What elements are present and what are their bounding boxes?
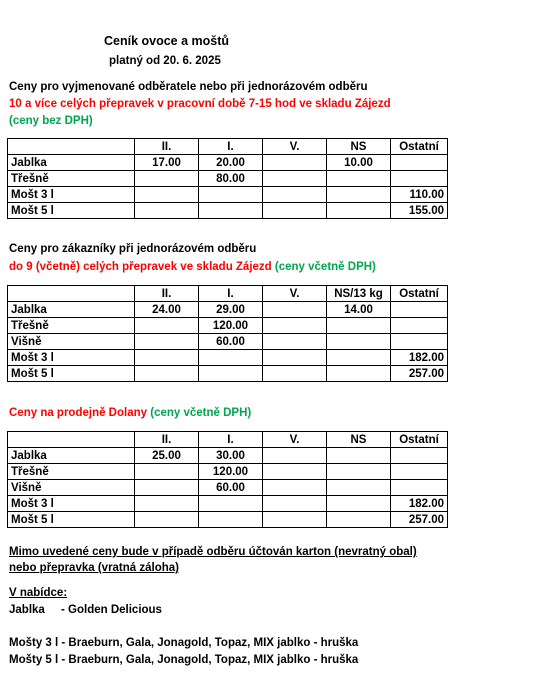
price-cell	[263, 512, 327, 528]
section1-condition: 10 a více celých přepravek v pracovní době 7-15 hod ve skladu Zájezd	[9, 98, 391, 110]
price-cell: 257.00	[391, 366, 448, 382]
section3-heading: Ceny na prodejně Dolany	[9, 407, 148, 419]
price-cell: 17.00	[135, 155, 199, 171]
price-cell	[263, 203, 327, 219]
column-header: NS	[327, 139, 391, 155]
price-cell	[327, 187, 391, 203]
offer-heading: V nabídce:	[9, 587, 68, 599]
offer-must-5l: Mošty 5 l - Braeburn, Gala, Jonagold, Topaz, MIX jablko - hruška	[9, 654, 359, 666]
price-cell	[135, 480, 199, 496]
product-name-cell: Třešně	[8, 171, 135, 187]
price-cell	[391, 171, 448, 187]
column-header: II.	[135, 139, 199, 155]
price-cell	[263, 350, 327, 366]
price-cell	[199, 350, 263, 366]
table-header-row	[8, 432, 448, 448]
valid-from-date: platný od 20. 6. 2025	[109, 55, 221, 67]
price-cell	[263, 334, 327, 350]
table-row	[8, 366, 448, 382]
section3-heading-line	[9, 406, 251, 420]
product-name-cell: Mošt 5 l	[8, 366, 135, 382]
price-cell: 60.00	[199, 334, 263, 350]
price-cell	[263, 480, 327, 496]
price-cell	[327, 334, 391, 350]
table-row	[8, 171, 448, 187]
price-cell	[135, 350, 199, 366]
price-cell: 25.00	[135, 448, 199, 464]
section1-heading: Ceny pro vyjmenované odběratele nebo při jednorázovém odběru	[9, 81, 368, 93]
price-cell	[263, 496, 327, 512]
price-cell	[199, 512, 263, 528]
price-cell	[135, 318, 199, 334]
price-cell	[135, 496, 199, 512]
price-cell	[135, 464, 199, 480]
price-cell: 29.00	[199, 302, 263, 318]
price-cell	[135, 334, 199, 350]
price-cell: 10.00	[327, 155, 391, 171]
price-cell	[263, 187, 327, 203]
product-name-cell: Mošt 3 l	[8, 187, 135, 203]
page-title: Ceník ovoce a moštů	[104, 34, 230, 48]
offer-apples-label: Jablka	[9, 604, 45, 616]
table-row	[8, 350, 448, 366]
price-cell	[135, 203, 199, 219]
price-cell	[263, 448, 327, 464]
table-row	[8, 512, 448, 528]
section2-heading: Ceny pro zákazníky při jednorázovém odběru	[9, 243, 257, 255]
price-cell: 24.00	[135, 302, 199, 318]
column-header: V.	[263, 139, 327, 155]
table-header-row	[8, 286, 448, 302]
price-table-section3	[7, 431, 448, 528]
column-header	[8, 139, 135, 155]
price-cell	[263, 464, 327, 480]
price-table-section2	[7, 285, 448, 382]
packaging-note-line1: Mimo uvedené ceny bude v případě odběru účtován karton (nevratný obal)	[9, 546, 417, 558]
table-row	[8, 318, 448, 334]
column-header: NS/13 kg	[327, 286, 391, 302]
price-cell	[263, 318, 327, 334]
price-cell: 120.00	[199, 318, 263, 334]
price-cell: 80.00	[199, 171, 263, 187]
column-header: I.	[199, 139, 263, 155]
table-row	[8, 480, 448, 496]
price-cell	[327, 448, 391, 464]
price-cell	[391, 302, 448, 318]
price-cell: 30.00	[199, 448, 263, 464]
product-name-cell: Jablka	[8, 448, 135, 464]
price-cell	[263, 171, 327, 187]
price-cell	[391, 480, 448, 496]
price-cell	[199, 366, 263, 382]
price-cell: 182.00	[391, 496, 448, 512]
price-cell: 60.00	[199, 480, 263, 496]
column-header	[8, 432, 135, 448]
column-header: Ostatní	[391, 139, 448, 155]
price-cell: 120.00	[199, 464, 263, 480]
table-row	[8, 448, 448, 464]
price-cell	[391, 155, 448, 171]
price-cell	[327, 366, 391, 382]
section2-condition-line	[9, 260, 376, 274]
price-cell: 182.00	[391, 350, 448, 366]
price-cell	[327, 171, 391, 187]
offer-must-3l: Mošty 3 l - Braeburn, Gala, Jonagold, Topaz, MIX jablko - hruška	[9, 637, 359, 649]
table-row	[8, 187, 448, 203]
price-cell	[391, 334, 448, 350]
column-header: Ostatní	[391, 432, 448, 448]
table-row	[8, 464, 448, 480]
price-cell	[135, 187, 199, 203]
price-cell	[263, 155, 327, 171]
price-cell	[263, 366, 327, 382]
price-cell	[327, 203, 391, 219]
packaging-note-line2: nebo přepravka (vratná záloha)	[9, 562, 179, 574]
table-row	[8, 302, 448, 318]
product-name-cell: Jablka	[8, 155, 135, 171]
price-cell	[391, 318, 448, 334]
price-table-section1	[7, 138, 448, 219]
table-row	[8, 496, 448, 512]
product-name-cell: Třešně	[8, 318, 135, 334]
table-row	[8, 203, 448, 219]
price-cell: 257.00	[391, 512, 448, 528]
price-cell: 110.00	[391, 187, 448, 203]
price-cell	[327, 512, 391, 528]
product-name-cell: Mošt 3 l	[8, 350, 135, 366]
price-cell	[327, 480, 391, 496]
product-name-cell: Jablka	[8, 302, 135, 318]
table-row	[8, 334, 448, 350]
column-header: I.	[199, 286, 263, 302]
product-name-cell: Višně	[8, 480, 135, 496]
column-header: NS	[327, 432, 391, 448]
section2-condition: do 9 (včetně) celých přepravek ve skladu Zájezd	[9, 261, 272, 273]
price-cell	[327, 318, 391, 334]
price-cell	[135, 366, 199, 382]
column-header: II.	[135, 432, 199, 448]
price-cell	[135, 512, 199, 528]
price-cell: 155.00	[391, 203, 448, 219]
column-header: I.	[199, 432, 263, 448]
table-row	[8, 155, 448, 171]
product-name-cell: Višně	[8, 334, 135, 350]
price-cell	[199, 496, 263, 512]
price-cell	[135, 171, 199, 187]
table-header-row	[8, 139, 448, 155]
column-header: V.	[263, 286, 327, 302]
price-cell: 14.00	[327, 302, 391, 318]
product-name-cell: Mošt 5 l	[8, 512, 135, 528]
price-cell	[199, 187, 263, 203]
column-header: Ostatní	[391, 286, 448, 302]
price-cell	[199, 203, 263, 219]
price-cell	[327, 350, 391, 366]
section2-vat-note: (ceny včetně DPH)	[274, 261, 376, 273]
section1-vat-note: (ceny bez DPH)	[9, 115, 93, 127]
price-cell	[391, 448, 448, 464]
offer-apples-value: - Golden Delicious	[61, 604, 162, 616]
price-cell	[263, 302, 327, 318]
column-header: V.	[263, 432, 327, 448]
price-cell	[327, 464, 391, 480]
price-cell	[391, 464, 448, 480]
product-name-cell: Mošt 5 l	[8, 203, 135, 219]
column-header: II.	[135, 286, 199, 302]
price-cell: 20.00	[199, 155, 263, 171]
product-name-cell: Mošt 3 l	[8, 496, 135, 512]
section3-vat-note: (ceny včetně DPH)	[150, 407, 252, 419]
price-cell	[327, 496, 391, 512]
column-header	[8, 286, 135, 302]
product-name-cell: Třešně	[8, 464, 135, 480]
